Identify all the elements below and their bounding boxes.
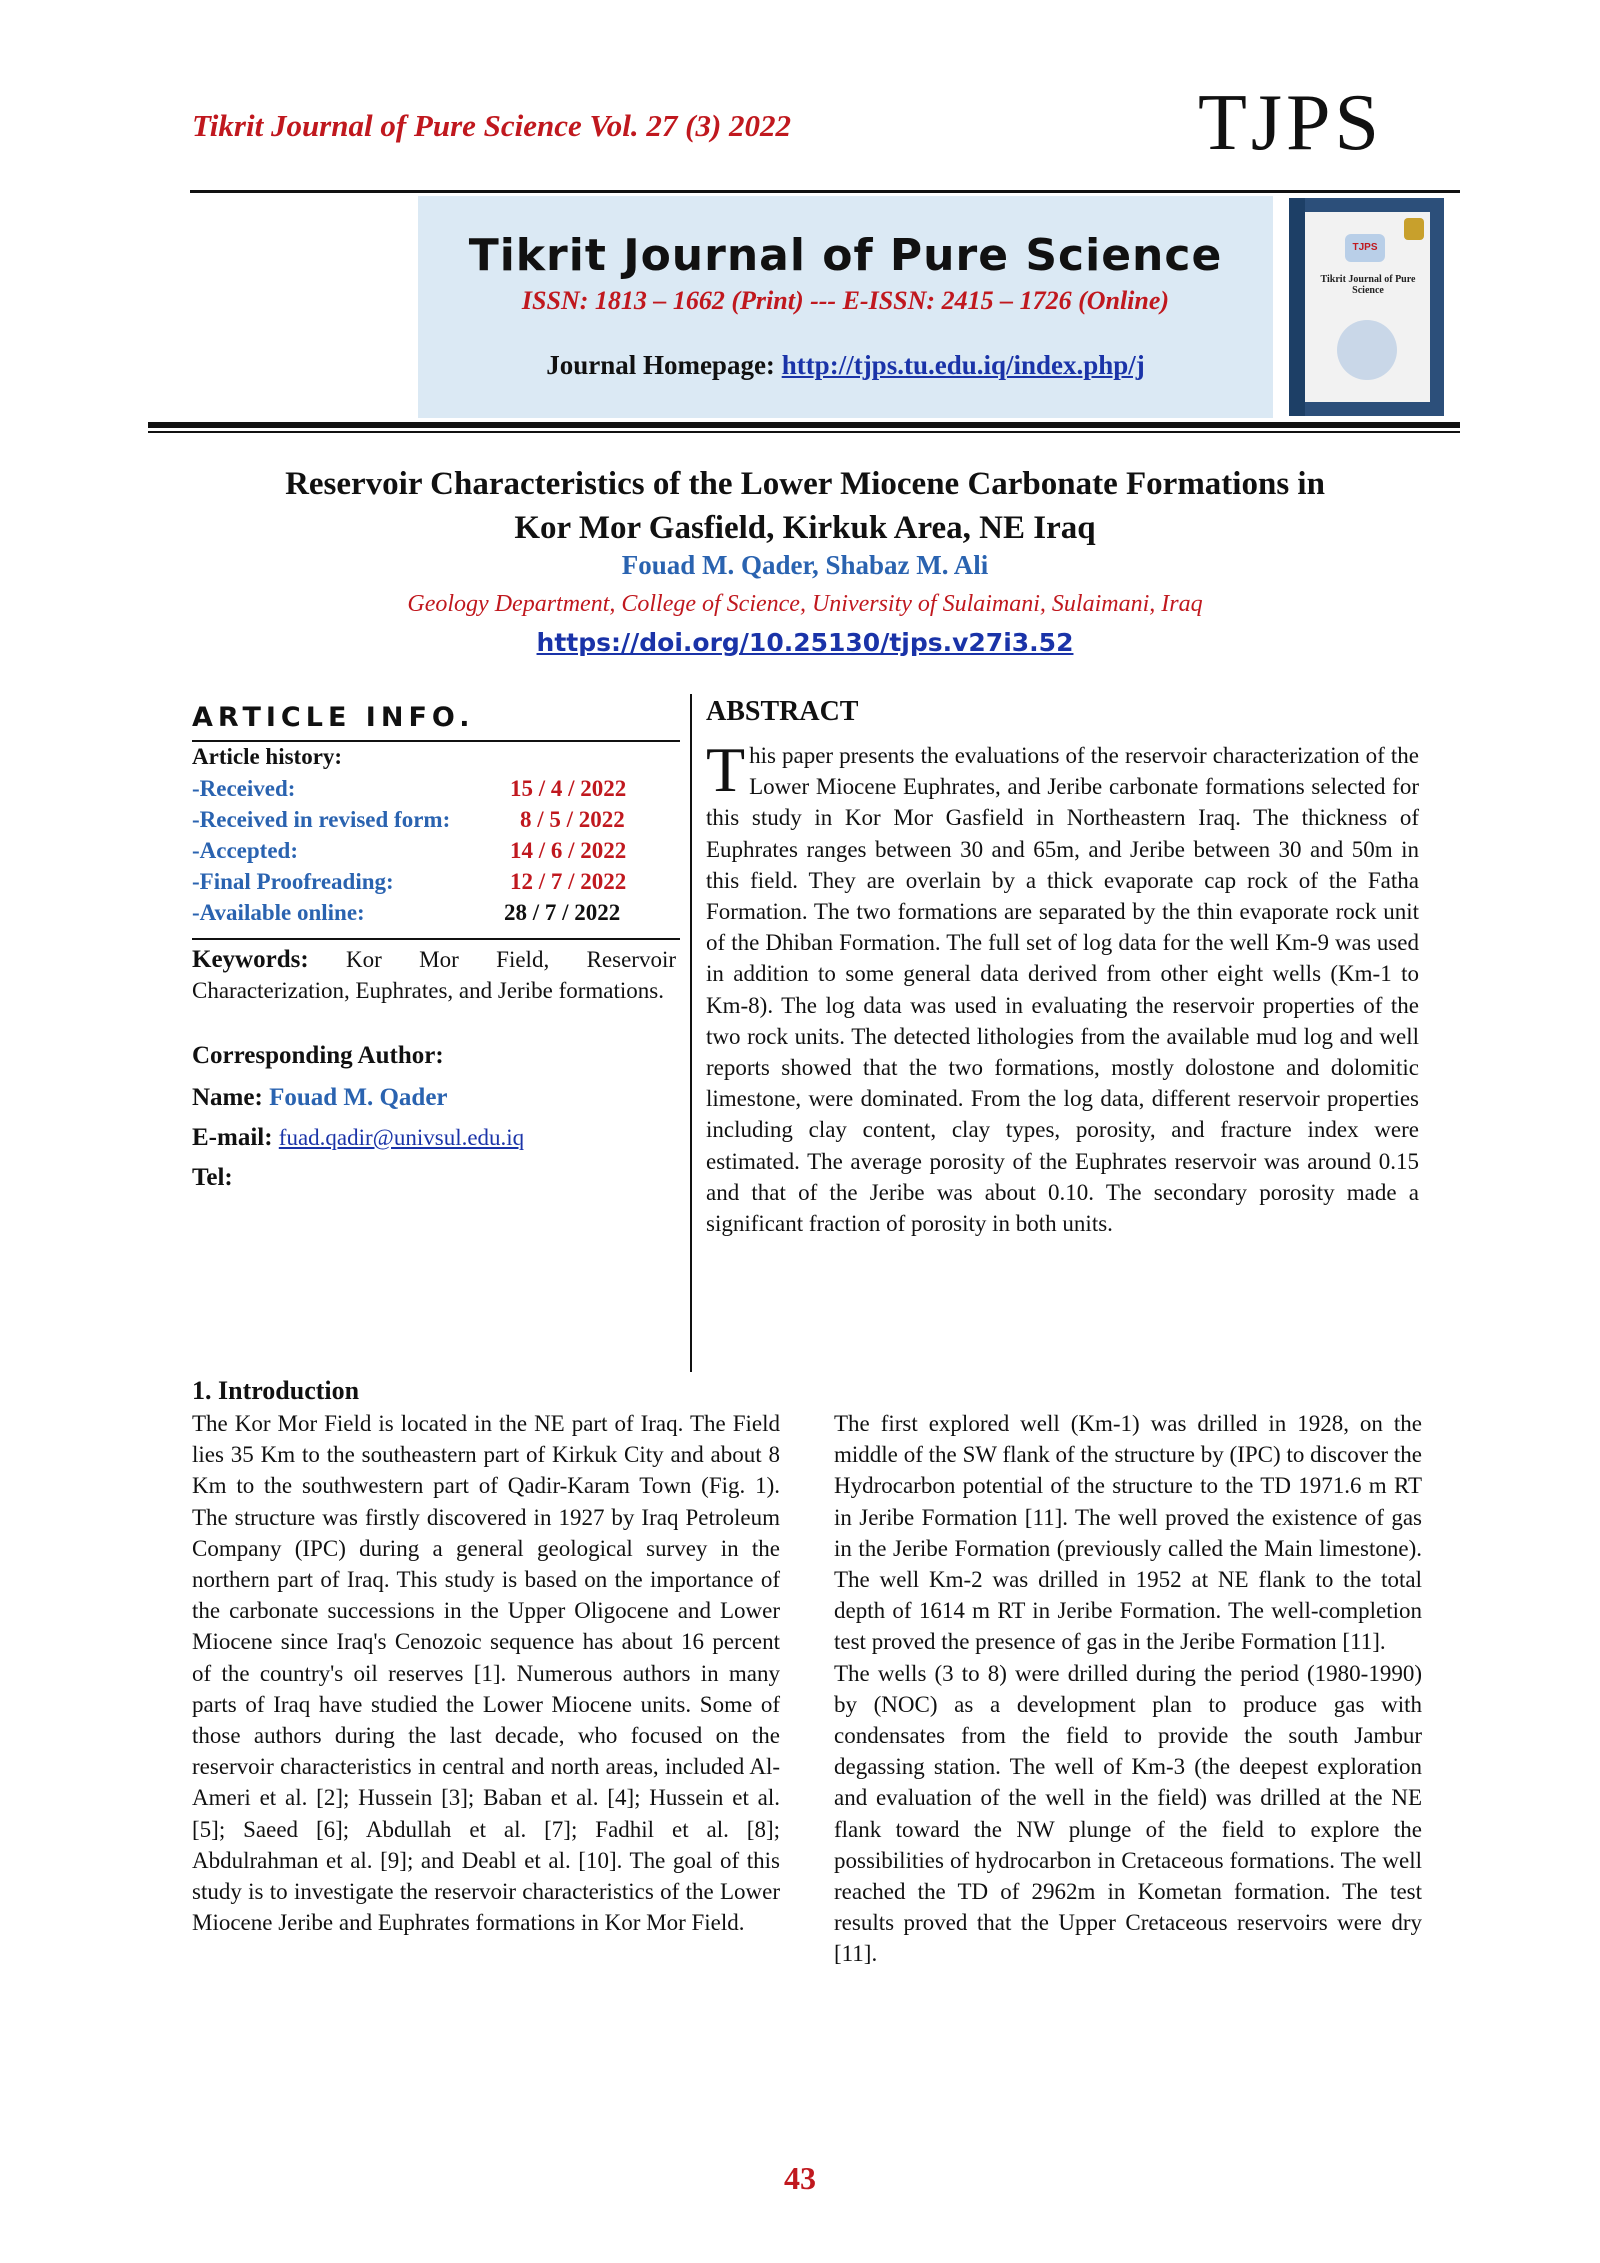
paragraph: The first explored well (Km-1) was drilled in 1928, on the middle of the SW flank of the structure by (IPC) to discover the Hydrocarbon potential of the structure to the TD 1971.6 m RT in Jeribe Formation [11]. The well proved the existence of gas in the Jeribe Formation (previously called the Main limestone). The well Km-2 was drilled in 1952 at NE flank to the total depth of 1614 m RT in Jeribe Formation. The well-completion test proved the presence of gas in the Jeribe Formation [11]. (834, 1411, 1422, 1655)
history-label: -Final Proofreading: (192, 869, 394, 894)
name-value: Fouad M. Qader (269, 1084, 448, 1111)
author-name (192, 1084, 448, 1112)
cover-title: Tikrit Journal of Pure Science (1320, 274, 1416, 296)
affiliation: Geology Department, College of Science, University of Sulaimani, Sulaimani, Iraq (407, 591, 1203, 617)
paper-title (150, 462, 1460, 550)
history-label: -Available online: (192, 900, 365, 925)
history-label: -Accepted: (192, 838, 299, 863)
history-date: 8 / 5 / 2022 (520, 807, 625, 832)
banner-rule-thin (148, 431, 1460, 433)
banner-rule-thick (148, 422, 1460, 428)
banner-issn: ISSN: 1813 – 1662 (Print) --- E-ISSN: 2415 – 1726 (Online) (521, 286, 1170, 315)
history-row (192, 838, 670, 869)
introduction-right-column (834, 1408, 1422, 1970)
homepage-link[interactable]: http://tjps.tu.edu.iq/index.php/j (781, 350, 1145, 380)
doi-link[interactable]: https://doi.org/10.25130/tjps.v27i3.52 (536, 628, 1074, 657)
author-email (192, 1124, 524, 1152)
title-line-2: Kor Mor Gasfield, Kirkuk Area, NE Iraq (514, 510, 1096, 546)
history-row (192, 807, 670, 838)
banner-title: Tikrit Journal of Pure Science (468, 230, 1223, 281)
abstract-dropcap: T (706, 734, 746, 805)
title-line-1: Reservoir Characteristics of the Lower Miocene Carbonate Formations in (285, 466, 1325, 502)
abstract-text: his paper presents the evaluations of the reservoir characterization of the Lower Miocene Euphrates, and Jeribe carbonate formations selected for this study in Kor Mor Gasfield in Northeastern Iraq. The thickness of Euphrates ranges between 30 and 65m, and Jeribe between 30 and 50m in this field. They are overlain by a thick evaporate cap rock of the Fatha Formation. The two formations are separated by the thin evaporate rock unit of the Dhiban Formation. The full set of log data for the well Km-9 was used in addition to some general data derived from other eight wells (Km-1 to Km-8). The log data was used in evaluating the reservoir properties of the two rock units. The detected lithologies from the available mud log and well reports showed that the two formations, mostly dolostone and dolomitic limestone, were dominated. From the log data, different reservoir properties including clay content, clay types, porosity, and fracture index were estimated. The average porosity of the Euphrates reservoir was around 0.15 and that of the Jeribe was about 0.10. The secondary porosity made a significant fraction of porosity in both units. (706, 743, 1419, 1237)
history-date: 14 / 6 / 2022 (510, 838, 627, 863)
introduction-heading: 1. Introduction (192, 1376, 360, 1405)
abstract-body (706, 734, 1419, 1239)
column-divider (690, 694, 692, 1372)
history-label: -Received: (192, 776, 296, 801)
paragraph: The Kor Mor Field is located in the NE part of Iraq. The Field lies 35 Km to the southeastern part of Kirkuk City and about 8 Km to the southwestern part of Qadir-Karam Town (Fig. 1). The structure was firstly discovered in 1927 by Iraq Petroleum Company (IPC) during a general geological survey in the northern part of Iraq. This study is based on the importance of the carbonate successions in the Upper Oligocene and Lower Miocene since Iraq's Cenozoic sequence has about 16 percent of the country's oil reserves [1]. Numerous authors in many parts of Iraq have studied the Lower Miocene units. Some of those authors during the last decade, who focused on the reservoir characteristics in central and north areas, included Al-Ameri et al. [2]; Hussein [3]; Baban et al. [4]; Hussein et al. [5]; Saeed [6]; Abdullah et al. [7]; Fadhil et al. [8]; Abdulrahman et al. [9]; and Deabl et al. [10]. The goal of this study is to investigate the reservoir characteristics of the Lower Miocene Jeribe and Euphrates formations in Kor Mor Field. (192, 1411, 780, 1936)
running-header: Tikrit Journal of Pure Science Vol. 27 (3) 2022 (192, 108, 792, 143)
abstract-heading: ABSTRACT (706, 696, 859, 727)
university-seal-icon (1404, 218, 1424, 240)
history-row (192, 776, 670, 807)
author-tel: Tel: (192, 1164, 233, 1191)
doi (150, 628, 1460, 657)
header-rule (190, 190, 1460, 193)
article-history-label: Article history: (192, 744, 343, 769)
authors: Fouad M. Qader, Shabaz M. Ali (621, 550, 989, 580)
article-info-rule (192, 938, 680, 940)
corresponding-author-label: Corresponding Author: (192, 1042, 444, 1069)
article-info-heading: ARTICLE INFO. (192, 702, 475, 733)
cover-logo: TJPS (1345, 234, 1385, 262)
history-date: 15 / 4 / 2022 (510, 776, 627, 801)
banner-homepage (418, 350, 1273, 381)
cover-emblem-icon (1337, 320, 1397, 380)
email-link[interactable]: fuad.qadir@univsul.edu.iq (278, 1125, 525, 1150)
history-date: 28 / 7 / 2022 (504, 900, 621, 925)
introduction-left-column (192, 1408, 780, 1938)
homepage-label: Journal Homepage: (546, 350, 782, 380)
keywords-label: Keywords: (192, 946, 309, 973)
journal-logo: TJPS (1198, 79, 1383, 167)
keywords-text: Kor Mor Field, Reservoir Characterization, Euphrates, and Jeribe formations. (192, 947, 676, 1003)
history-label: -Received in revised form: (192, 807, 451, 832)
article-info-rule (192, 740, 680, 742)
history-date: 12 / 7 / 2022 (510, 869, 627, 894)
email-label: E-mail: (192, 1124, 279, 1151)
cover-page (1305, 212, 1430, 402)
keywords (192, 944, 676, 1006)
history-row (192, 869, 670, 900)
paragraph: The wells (3 to 8) were drilled during the period (1980-1990) by (NOC) as a development plan to produce gas with condensates from the field to provide the south Jambur degassing station. The well of Km-3 (the deepest exploration and evaluation of the well in the field) was drilled at the NE flank toward the NW plunge of the field to explore the possibilities of hydrocarbon in Cretaceous formations. The well reached the TD of 2962m in Kometan formation. The test results proved that the Upper Cretaceous reservoirs were dry [11]. (834, 1660, 1422, 1967)
journal-cover-image (1289, 198, 1444, 416)
page-number: 43 (784, 2160, 816, 2196)
history-row (192, 900, 670, 931)
cover-spine (1289, 198, 1305, 416)
name-label: Name: (192, 1084, 270, 1111)
